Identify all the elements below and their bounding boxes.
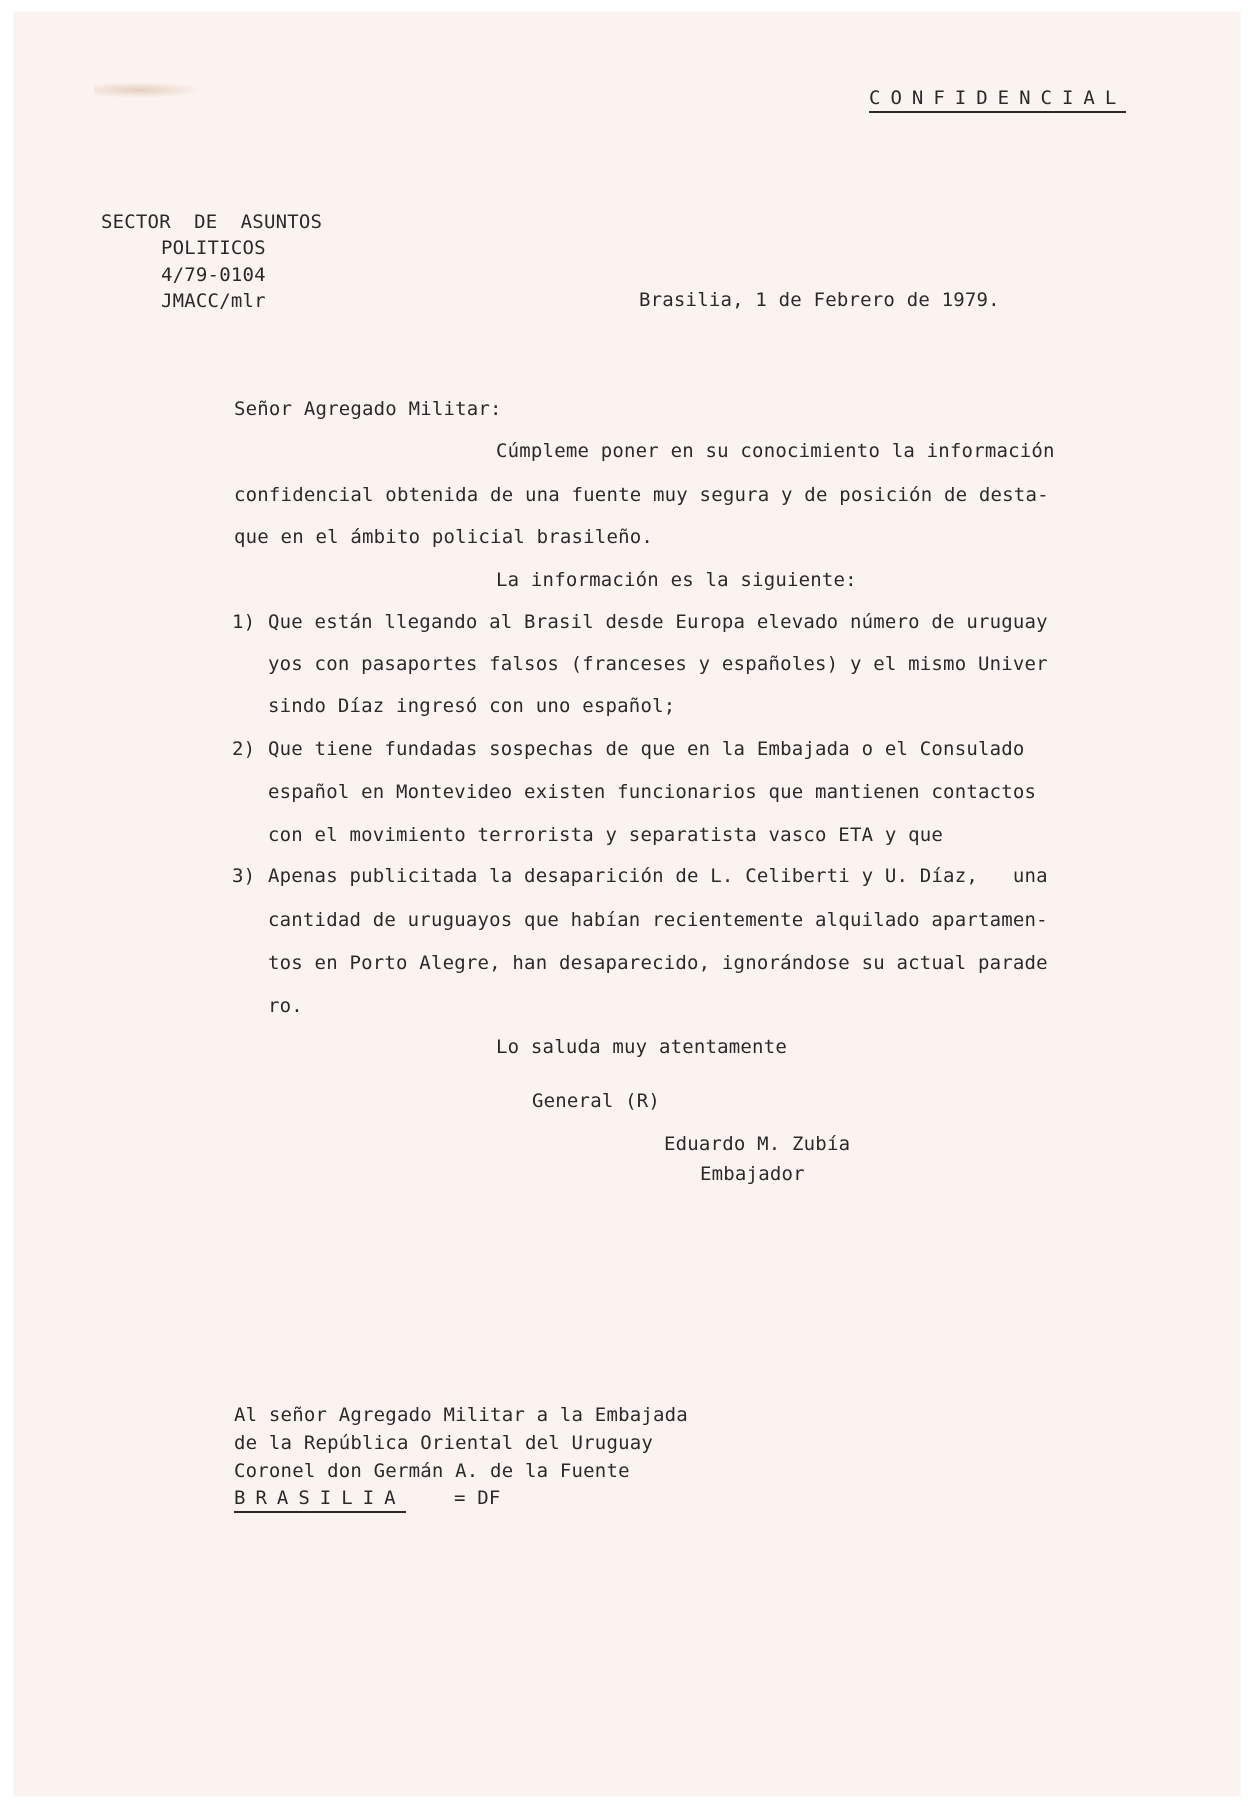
address-line-2: de la República Oriental del Uruguay [234, 1432, 654, 1454]
closing: Lo saluda muy atentamente [496, 1036, 787, 1058]
sector-line-2: POLITICOS [161, 237, 266, 259]
item-1-line-2: yos con pasaportes falsos (franceses y españoles) y el mismo Univer [268, 653, 1048, 675]
item-2-line-1: Que tiene fundadas sospechas de que en la Embajada o el Consulado [268, 738, 1025, 760]
item-1-line-1: Que están llegando al Brasil desde Europa elevado número de uruguay [268, 611, 1048, 633]
place-date: Brasilia, 1 de Febrero de 1979. [639, 289, 1000, 311]
intro-line-1: Cúmpleme poner en su conocimiento la información [496, 440, 1055, 462]
document-page [14, 12, 1240, 1796]
item-3-line-2: cantidad de uruguayos que habían recientemente alquilado apartamen- [268, 909, 1048, 931]
address-line-3: Coronel don Germán A. de la Fuente [234, 1460, 630, 1482]
classification-label: CONFIDENCIAL [869, 87, 1126, 113]
item-1-line-3: sindo Díaz ingresó con uno español; [268, 695, 676, 717]
item-2-line-2: español en Montevideo existen funcionarios que mantienen contactos [268, 781, 1037, 803]
signature-name: Eduardo M. Zubía [664, 1133, 851, 1155]
salutation: Señor Agregado Militar: [234, 398, 502, 420]
address-city-suffix: = DF [454, 1487, 501, 1509]
item-2-number: 2) [232, 738, 256, 760]
reference-number: 4/79-0104 [161, 264, 266, 286]
address-city: BRASILIA [234, 1487, 406, 1513]
address-line-1: Al señor Agregado Militar a la Embajada [234, 1404, 688, 1426]
sector-line-1: SECTOR DE ASUNTOS [101, 211, 323, 233]
signature-title: Embajador [700, 1163, 805, 1185]
list-intro: La información es la siguiente: [496, 569, 857, 591]
signature-rank: General (R) [532, 1090, 661, 1112]
item-3-number: 3) [232, 865, 256, 887]
item-3-line-4: ro. [268, 995, 303, 1017]
item-2-line-3: con el movimiento terrorista y separatista vasco ETA y que [268, 824, 944, 846]
initials: JMACC/mlr [161, 290, 266, 312]
paper-stain [94, 82, 204, 98]
item-3-line-3: tos en Porto Alegre, han desaparecido, ignorándose su actual parade [268, 952, 1048, 974]
item-3-line-1: Apenas publicitada la desaparición de L. Celiberti y U. Díaz, una [268, 865, 1048, 887]
intro-line-2: confidencial obtenida de una fuente muy segura y de posición de desta- [234, 484, 1049, 506]
item-1-number: 1) [232, 611, 256, 633]
intro-line-3: que en el ámbito policial brasileño. [234, 526, 654, 548]
